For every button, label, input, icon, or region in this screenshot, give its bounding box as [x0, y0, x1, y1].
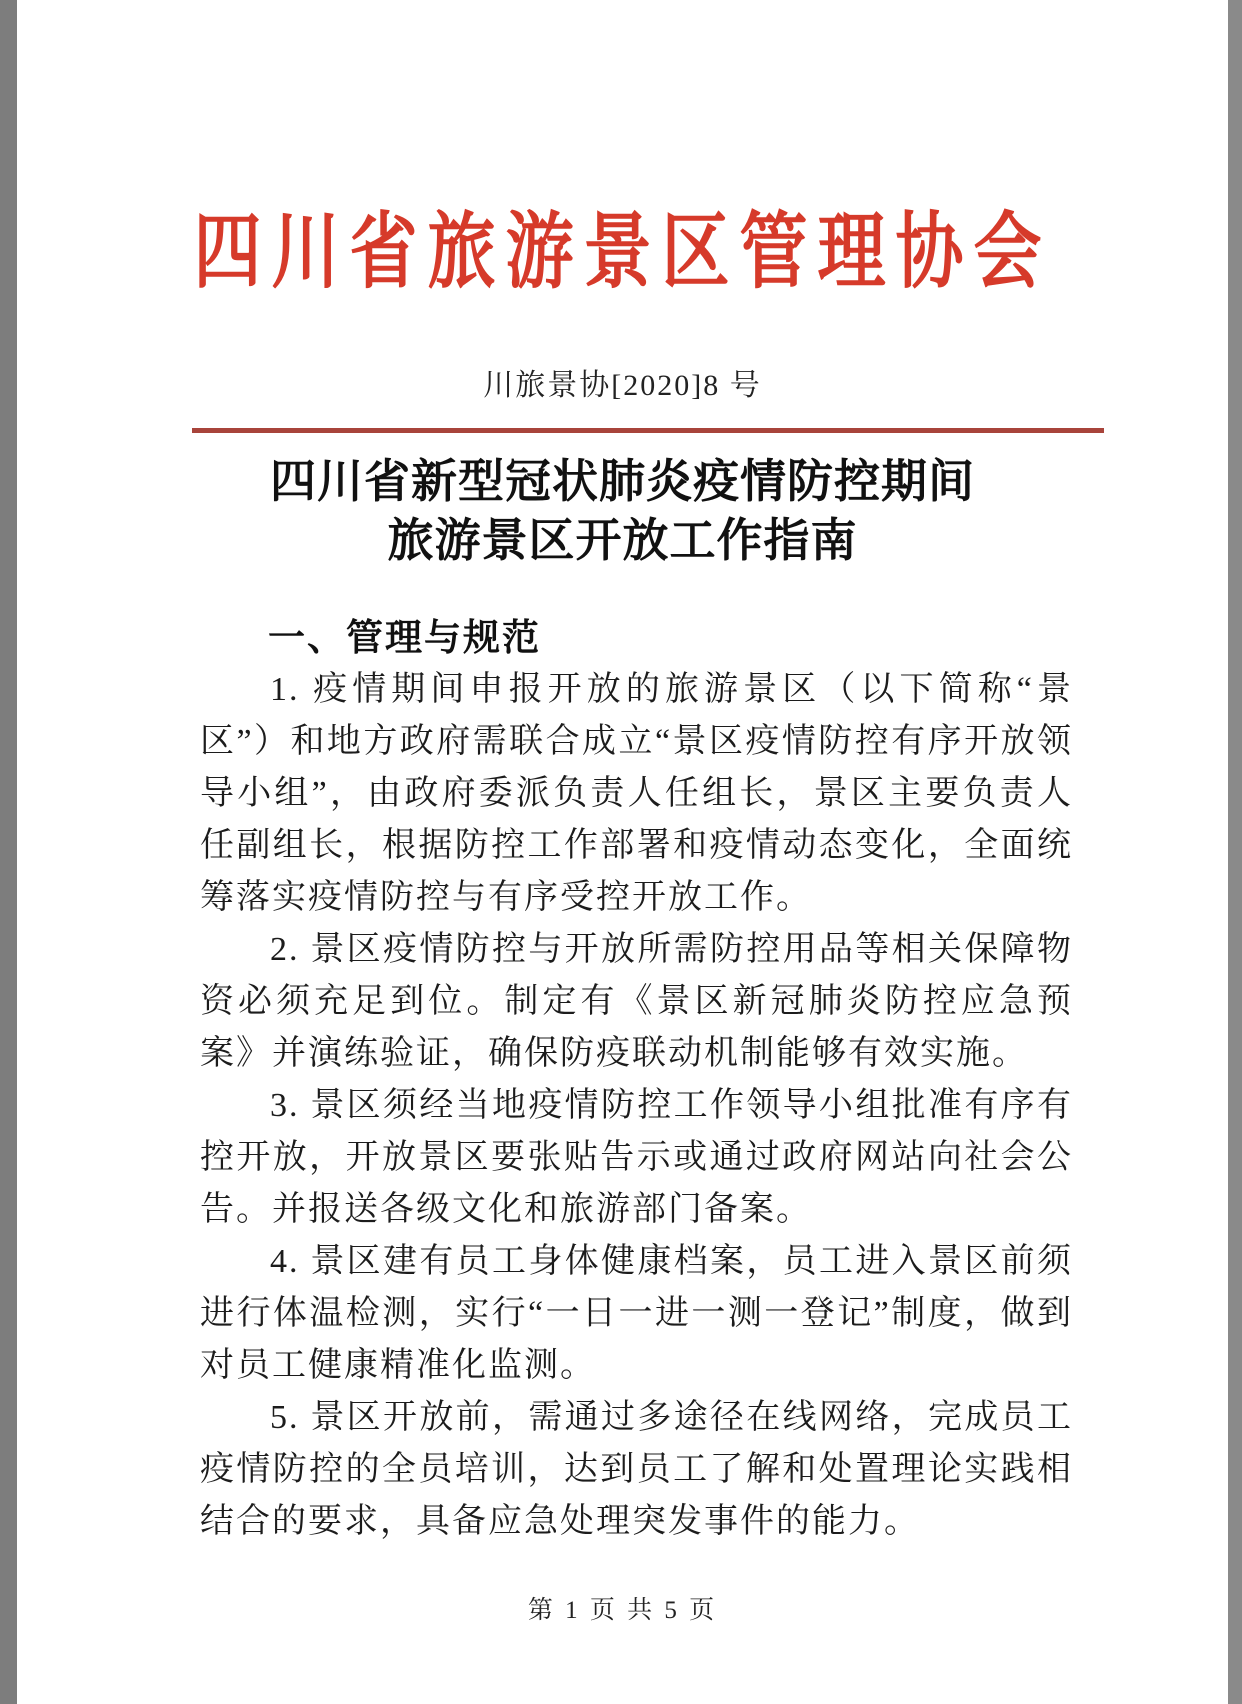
left-gutter	[0, 0, 17, 1704]
section-heading: 一、管理与规范	[268, 617, 541, 658]
org-title: 四川省旅游景区管理协会	[193, 205, 1052, 299]
doc-title-line1: 四川省新型冠状肺炎疫情防控期间	[270, 455, 975, 507]
paragraph-5: 5. 景区开放前，需通过多途径在线网络，完成员工疫情防控的全员培训，达到员工了解和处置理论实践相结合的要求，具备应急处理突发事件的能力。	[200, 1399, 1073, 1540]
doc-title	[17, 452, 1228, 570]
right-gutter	[1228, 0, 1242, 1704]
doc-title-line2: 旅游景区开放工作指南	[387, 514, 858, 566]
paragraph-4: 4. 景区建有员工身体健康档案，员工进入景区前须进行体温检测，实行“一日一进一测一登记”制度，做到对员工健康精准化监测。	[200, 1243, 1073, 1384]
document-body	[200, 612, 1073, 1548]
document-page	[17, 0, 1228, 1704]
paragraph-1: 1. 疫情期间申报开放的旅游景区（以下简称“景区”）和地方政府需联合成立“景区疫情防控有序开放领导小组”，由政府委派负责人任组长，景区主要负责人任副组长，根据防控工作部署和疫情动态变化，全面统筹落实疫情防控与有序受控开放工作。	[200, 671, 1073, 916]
paragraph-2: 2. 景区疫情防控与开放所需防控用品等相关保障物资必须充足到位。制定有《景区新冠肺炎防控应急预案》并演练验证，确保防疫联动机制能够有效实施。	[200, 931, 1073, 1072]
paragraph-3: 3. 景区须经当地疫情防控工作领导小组批准有序有控开放，开放景区要张贴告示或通过政府网站向社会公告。并报送各级文化和旅游部门备案。	[200, 1087, 1073, 1228]
doc-number: 川旅景协[2020]8 号	[483, 369, 762, 402]
red-divider-rule	[192, 428, 1104, 433]
page-footer: 第 1 页 共 5 页	[527, 1597, 718, 1624]
